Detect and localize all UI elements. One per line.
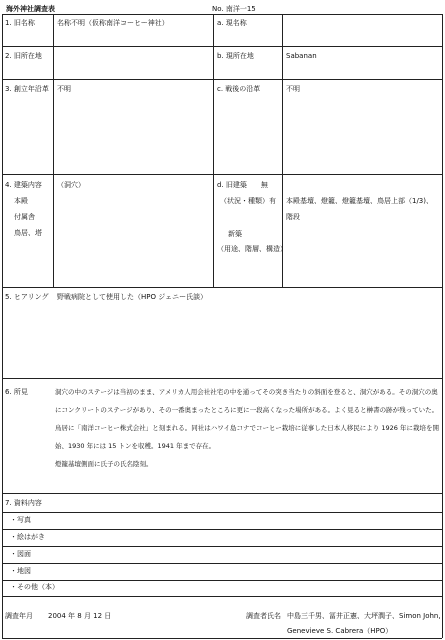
new-buildings-usage-label: （用途、階層、構造） — [217, 245, 287, 253]
survey-date-value: 2004 年 8 月 12 日 — [48, 612, 112, 620]
surveyor-names-line-2: Genevieve S. Cabrera（HPO） — [287, 627, 393, 635]
hearing-label: 5. ヒアリング — [5, 293, 49, 301]
survey-date-label: 調査年月 — [5, 612, 33, 620]
current-name-label: a. 現名称 — [217, 19, 247, 27]
postwar-history-value: 不明 — [286, 85, 300, 93]
findings-label: 6. 所見 — [5, 388, 28, 396]
current-location-label: b. 現所在地 — [217, 52, 254, 60]
old-buildings-value-line-2: 階段 — [286, 213, 300, 221]
postwar-history-label: c. 戦後の沿革 — [217, 85, 261, 93]
materials-item-postcards: ・絵はがき — [10, 533, 45, 541]
buildings-label: 4. 建築内容 — [5, 181, 42, 189]
findings-paragraph-3: 燈籠基壇側面に氏子の氏名陰刻。 — [55, 460, 153, 468]
current-location-value: Sabanan — [286, 52, 317, 60]
old-name-label: 1. 旧名称 — [5, 19, 35, 27]
findings-paragraph-1: 洞穴の中のステージは当初のまま、アメリカ人用会社社宅の中を通ってその突き当たりの斜面を登ると、洞穴がある。その洞穴の奥にコンクリートのステージがあり、その一番奥まったところに更に一段高くなった場所がある。よく見ると榊書の跡が残っていた。 — [55, 388, 439, 414]
materials-item-photos: ・写真 — [10, 516, 31, 524]
materials-item-maps: ・地図 — [10, 567, 31, 575]
old-location-label: 2. 旧所在地 — [5, 52, 42, 60]
buildings-main-hall-label: 本殿 — [14, 197, 28, 205]
surveyor-label: 調査者氏名 — [246, 612, 281, 620]
old-buildings-value-line-1: 本殿基壇、燈籠、燈籠基壇、鳥居上部（1/3)、 — [286, 197, 433, 205]
surveyor-names-line-1: 中島三千男、冨井正憲、大坪潤子、Simon John, — [287, 612, 441, 620]
findings-paragraph-2: 鳥居に「南洋コーヒー株式会社」と刻まれる。同社はハワイ島コナでコーヒー栽培に従事した日本人移民により 1926 年に栽培を開始、1930 年には 15 トンを収穫。1941 年まで存在。 — [55, 424, 439, 450]
findings-text — [55, 383, 440, 473]
old-buildings-status-label: （状況・種類）有 — [220, 197, 276, 205]
buildings-annex-label: 付属舎 — [14, 213, 35, 221]
form-title: 海外神社調査表 — [6, 5, 55, 13]
materials-item-drawings: ・図面 — [10, 550, 31, 558]
new-buildings-label: 新築 — [228, 230, 242, 238]
founding-history-value: 不明 — [57, 85, 71, 93]
hearing-value: 野戦病院として使用した（HPO ジェニー氏談） — [57, 293, 208, 301]
old-buildings-label: d. 旧建築 無 — [217, 181, 268, 189]
old-name-value: 名称不明（仮称南洋コーヒー神社） — [57, 19, 169, 27]
materials-label: 7. 資料内容 — [5, 499, 42, 507]
materials-item-other: ・その他（本） — [10, 583, 59, 591]
form-number: No. 南洋一15 — [212, 5, 256, 13]
buildings-value: （洞穴） — [57, 181, 85, 189]
buildings-torii-label: 鳥居、塔 — [14, 229, 42, 237]
founding-history-label: 3. 創立年沿革 — [5, 85, 49, 93]
